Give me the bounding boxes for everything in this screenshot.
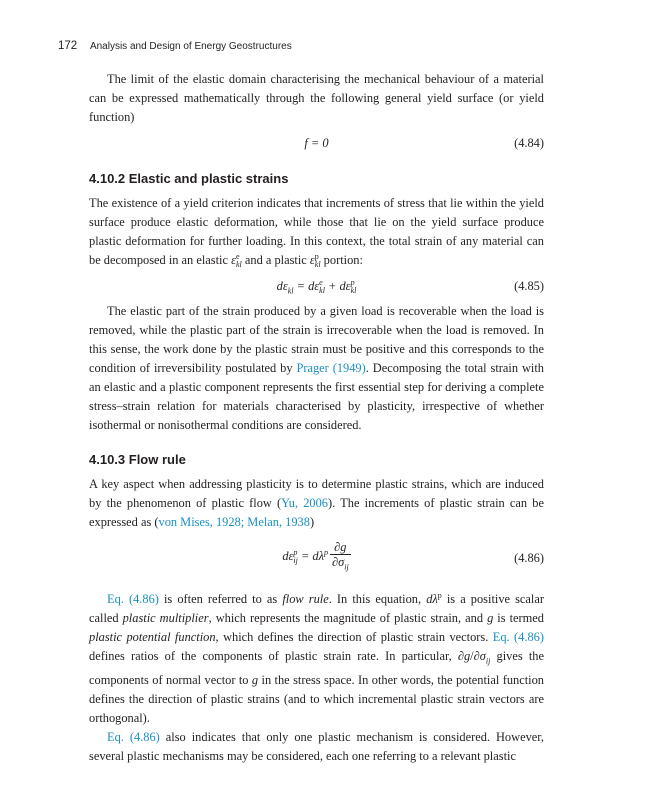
reference-eq-4-86[interactable]: Eq. (4.86) (107, 729, 160, 744)
reference-yu[interactable]: Yu, 2006 (281, 496, 328, 510)
equation-number: (4.86) (514, 551, 544, 565)
page-header (58, 40, 292, 52)
equation-number: (4.84) (514, 136, 544, 150)
running-title: Analysis and Design of Energy Geostructures (89, 41, 292, 52)
paragraph-intro: The limit of the elastic domain characterising the mechanical behaviour of a material can be expressed mathematically through the following general yield surface (or yield function) (89, 72, 544, 124)
section-heading-4-10-2: 4.10.2 Elastic and plastic strains (89, 171, 289, 186)
paragraph-flow-rule: Eq. (4.86) is often referred to as flow rule. In this equation, $d\lambda^p$ is a positive scalar called plastic multiplier, which represents the magnitude of plastic strain, and g is termed plastic potential function, which defines the direction of plastic strain vectors. Eq. (4.86) defines ratios of the components of plastic strain rate. In particular, $\partial g/\partial\sigma_{ij}$ gives the components of normal vector to g in the stress space. In other words, the potential function defines the direction of plastic strains (and to which incremental plastic strain vectors are orthogonal). (89, 591, 545, 725)
section-heading-4-10-3: 4.10.3 Flow rule (89, 452, 186, 467)
paragraph-elastic-part: The elastic part of the strain produced by a given load is recoverable when the load is removed, while the plastic part of the strain is irrecoverable when the load is removed. In this sense, the work done by the plastic strain must be positive and this corresponds to the condition of irreversibility postulated by Prager (1949). Decomposing the total strain with an elastic and a plastic component represents the first essential step for deriving a complete stress–strain relation for materials characterised by plasticity, irrespective of whether isothermal or nonisothermal conditions are considered. (89, 304, 544, 432)
equation-4-85 (89, 275, 544, 297)
paragraph-strain-decomposition: The existence of a yield criterion indicates that increments of stress that lie within the yield surface produce elastic deformation, while those that lie on the yield surface produce plastic deformation for further loading. In this context, the total strain of any material can be decomposed in an elastic ε e kl and a plastic ε p kl portion: (89, 196, 544, 270)
paragraph-flow-intro: A key aspect when addressing plasticity is to determine plastic strains, which are induced by the phenomenon of plastic flow (Yu, 2006). The increments of plastic strain can be expressed as (von Mises, 1928; Melan, 1938) (89, 477, 545, 529)
page-number: 172 (58, 40, 78, 52)
equation-number: (4.85) (514, 279, 544, 293)
equation-body: $d\varepsilon_{kl} = d\varepsilon$ e kl + dε p kl (276, 278, 357, 296)
equation-body: dε p ij = $d\lambda^p$ $\frac{\partial g}{\partial\sigma_{ij}}$ (282, 540, 349, 572)
equation-4-86 (89, 540, 544, 576)
reference-von-mises-melan[interactable]: von Mises, 1928; Melan, 1938 (158, 515, 310, 529)
reference-prager[interactable]: Prager (1949) (296, 361, 366, 375)
equation-body: f = 0 (304, 136, 329, 150)
equation-4-84 (89, 132, 544, 154)
reference-eq-4-86[interactable]: Eq. (4.86) (492, 630, 544, 645)
paragraph-mechanisms: Eq. (4.86) also indicates that only one plastic mechanism is considered. However, several plastic mechanisms may be considered, each one referring to a relevant plastic (89, 729, 544, 763)
page-body (89, 70, 544, 766)
reference-eq-4-86[interactable]: Eq. (4.86) (107, 592, 159, 607)
